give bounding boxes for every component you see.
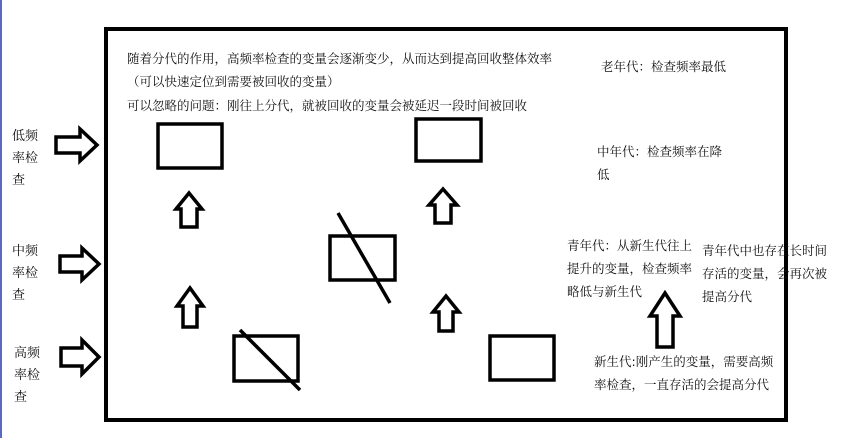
label-high-frequency: 高频率检查 <box>14 346 41 405</box>
object-box-low-left <box>158 124 222 168</box>
large-promote-arrow-icon <box>650 293 680 347</box>
label-mid-frequency: 中频率检查 <box>12 244 39 303</box>
promote-arrow-right-lower-icon <box>433 296 459 331</box>
ignorable-issue-note: 可以忽略的问题：刚往上分代，就被回收的变量会被延迟一段时间被回收 <box>127 98 528 113</box>
object-box-high-right <box>490 336 554 380</box>
high-frequency-arrow-icon <box>61 340 99 374</box>
main-explanation: 随着分代的作用，高频率检查的变量会逐渐变少，从而达到提高回收整体效率（可以快速定位到需要被回收的变量） <box>127 51 553 89</box>
old-generation-note: 老年代：检查频率最低 <box>601 59 727 74</box>
promote-arrow-left-upper-icon <box>176 193 202 227</box>
promote-arrow-left-lower-icon <box>177 288 203 327</box>
object-box-low-right <box>416 119 481 161</box>
middle-generation-note: 中年代：检查频率在降低 <box>597 144 723 182</box>
low-frequency-arrow-icon <box>56 129 97 161</box>
young-generation-note: 青年代：从新生代往上提升的变量，检查频率略低与新生代 <box>567 238 693 299</box>
young-generation-extra-note: 青年代中也存在长时间存活的变量，会再次被提高分代 <box>702 243 828 304</box>
promote-arrow-right-upper-icon <box>429 189 457 223</box>
new-generation-note: 新生代:刚产生的变量，需要高频率检查，一直存活的会提高分代 <box>594 354 774 392</box>
object-box-high-collected <box>234 336 298 381</box>
label-low-frequency: 低频率检查 <box>12 129 39 188</box>
mid-frequency-arrow-icon <box>60 248 99 280</box>
